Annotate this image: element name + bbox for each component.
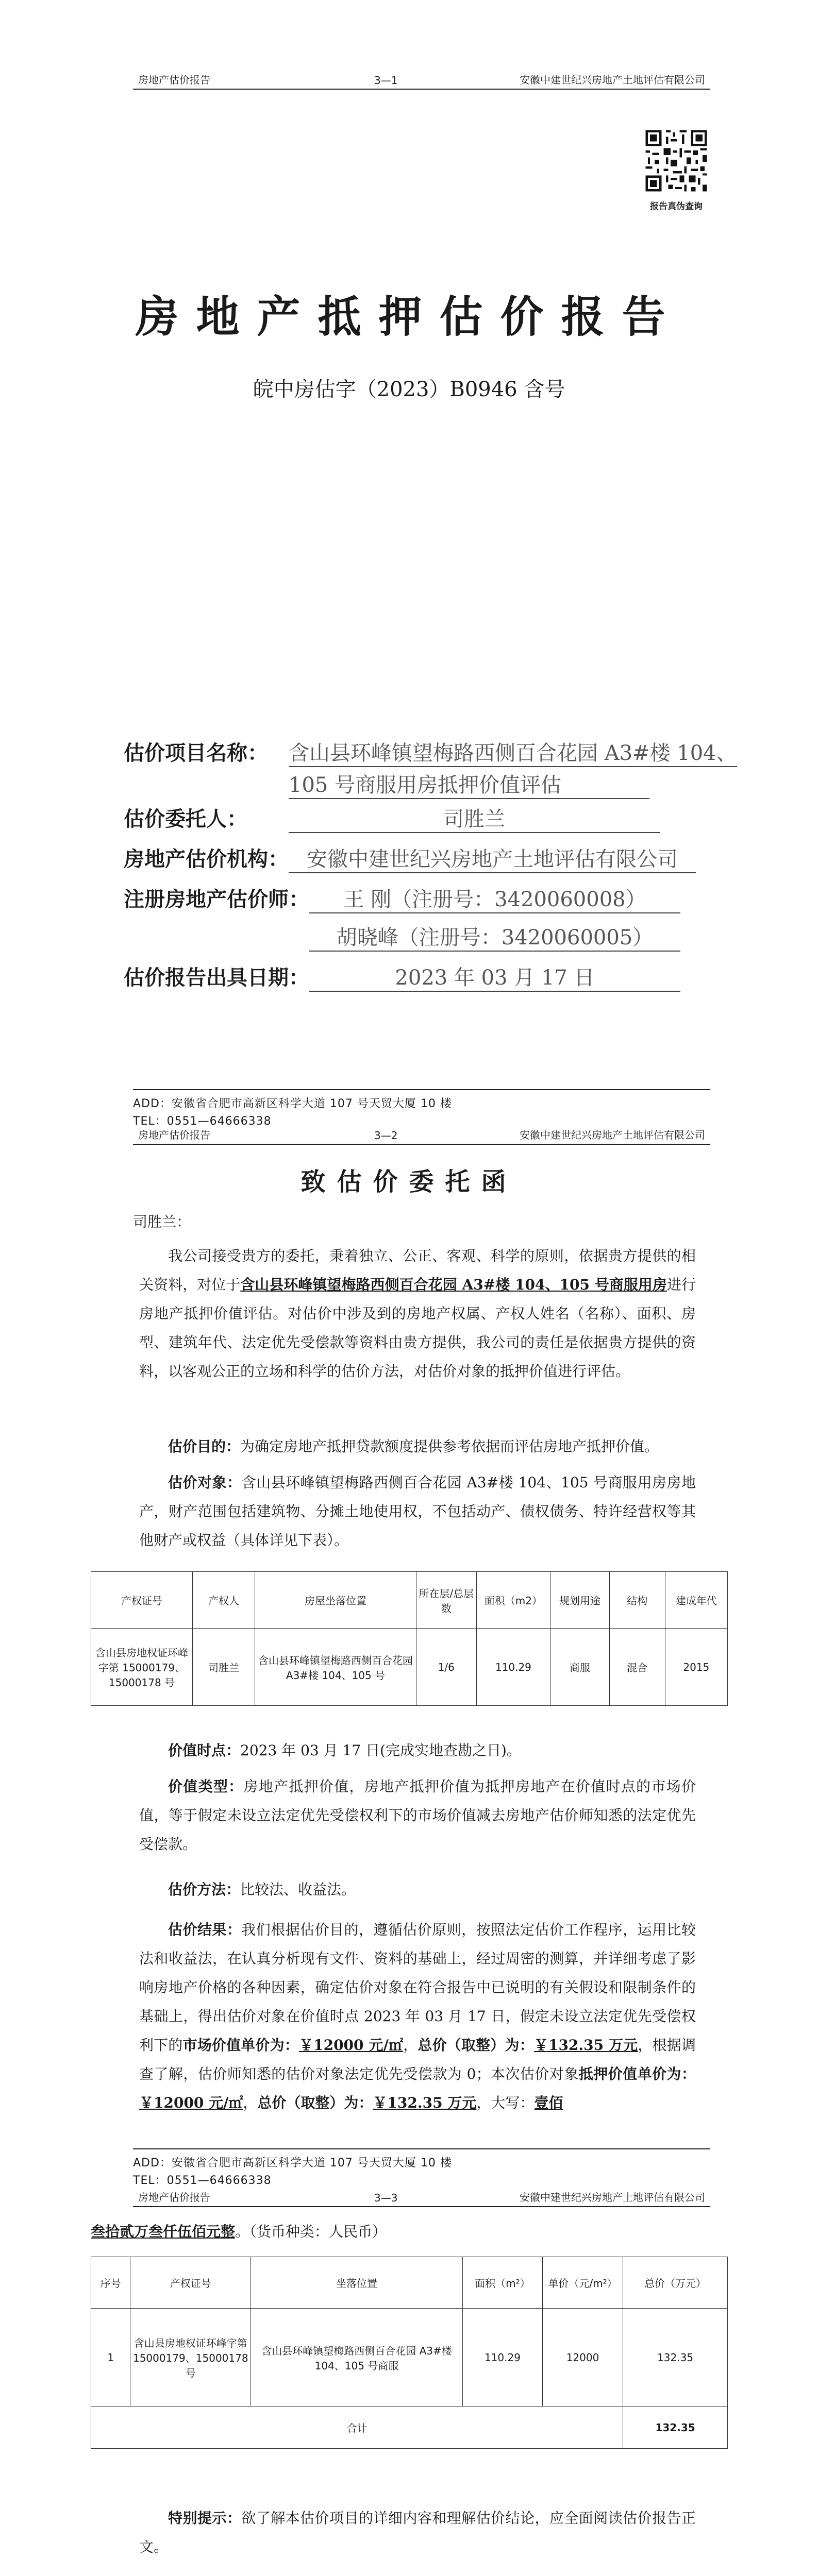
market-total-label: 总价（取整）为： [418, 2037, 534, 2054]
method-text: 比较法、收益法。 [240, 1881, 356, 1898]
table-cell: 含山县房地权证环峰字第 15000179、15000178 号 [130, 2309, 251, 2406]
method-label: 估价方法： [168, 1881, 241, 1898]
note-paragraph [139, 2504, 696, 2562]
footer-tel: TEL：0551—64666338 [133, 2174, 272, 2187]
table-cell: 司胜兰 [192, 1629, 255, 1706]
table-cell: 110.29 [462, 2309, 542, 2406]
result-label: 估价结果： [168, 1921, 242, 1938]
table-header: 产权证号 [91, 1572, 193, 1629]
property-table [91, 1571, 728, 1706]
method-paragraph [139, 1875, 696, 1904]
header-page-number: 3—2 [374, 1129, 398, 1142]
table-header: 所在层/总层数 [416, 1572, 476, 1629]
currency-note: 。（货币种类：人民币） [235, 2223, 387, 2240]
table-cell: 1/6 [416, 1629, 476, 1706]
table-cell: 混合 [609, 1629, 665, 1706]
market-price-label: 市场价值单价为： [182, 2037, 299, 2054]
footer-address: ADD：安徽省合肥市高新区科学大道 107 号天贸大厦 10 楼 [133, 2157, 452, 2170]
table-cell: 132.35 [623, 2309, 728, 2406]
salutation: 司胜兰： [133, 1213, 191, 1230]
capital-paragraph [91, 2221, 387, 2241]
footer-address: ADD：安徽省合肥市高新区科学大道 107 号天贸大厦 10 楼 [133, 1097, 452, 1110]
value-date-paragraph [139, 1736, 696, 1765]
page-header [133, 2190, 710, 2207]
table-row [91, 1629, 728, 1706]
value-type-paragraph [139, 1772, 696, 1859]
mortgage-total-label: 总价（取整）为： [257, 2094, 373, 2111]
report-date-label: 估价报告出具日期： [124, 965, 309, 990]
object-text: 含山县环峰镇望梅路西侧百合花园 A3#楼 104、105 号商服用房房地产，财产范围包括建筑物、分摊土地使用权，不包括动产、债权债务、特许经营权等其他财产或权益（具体详见下表）。 [139, 1474, 696, 1549]
purpose-text: 为确定房地产抵押贷款额度提供参考依据而评估房地产抵押价值。 [240, 1438, 659, 1455]
table-header: 产权人 [192, 1572, 255, 1629]
table-header: 规划用途 [550, 1572, 610, 1629]
table-header-row [91, 1572, 728, 1629]
table-header: 面积（m²） [462, 2257, 542, 2309]
note-text: 欲了解本估价项目的详细内容和理解估价结论，应全面阅读估价报告正文。 [139, 2510, 696, 2555]
table-total-label: 合计 [91, 2406, 623, 2449]
value-type-text: 房地产抵押价值，房地产抵押价值为抵押房地产在价值时点的市场价值，等于假定未设立法定优先受偿权利下的市场价值减去房地产估价师知悉的法定优先受偿款。 [139, 1778, 696, 1853]
table-header: 单价（元/m²） [542, 2257, 623, 2309]
client-label: 估价委托人： [124, 807, 247, 831]
table-header: 坐落位置 [251, 2257, 463, 2309]
mortgage-total: ￥132.35 万元 [373, 2094, 477, 2111]
header-right: 安徽中建世纪兴房地产土地评估有限公司 [520, 74, 705, 86]
capital-amount-part-1: 壹佰 [534, 2094, 563, 2111]
agency-value: 安徽中建世纪兴房地产土地评估有限公司 [289, 843, 696, 873]
table-cell: 含山县房地权证环峰字第 15000179、15000178 号 [91, 1629, 193, 1706]
client-value: 司胜兰 [289, 803, 660, 833]
table-row [91, 2309, 728, 2406]
qr-code-icon[interactable] [643, 128, 709, 194]
page-header [133, 1127, 710, 1145]
page-header [133, 72, 710, 90]
table-header: 建成年代 [665, 1572, 727, 1629]
table-cell: 含山县环峰镇望梅路西侧百合花园 A3#楼 104、105 号 [255, 1629, 416, 1706]
intro-paragraph [139, 1242, 696, 1386]
table-header: 房屋坐落位置 [255, 1572, 416, 1629]
table-header: 序号 [91, 2257, 130, 2309]
page-footer [133, 2148, 710, 2190]
header-left: 房地产估价报告 [138, 74, 210, 86]
report-number: 皖中房估字（2023）B0946 含号 [253, 378, 565, 401]
market-total: ￥132.35 万元 [533, 2037, 638, 2054]
table-cell: 含山县环峰镇望梅路西侧百合花园 A3#楼 104、105 号商服 [251, 2309, 463, 2406]
letter-title: 致估价委托函 [301, 1167, 517, 1196]
header-page-number: 3—1 [374, 74, 398, 87]
table-header: 结构 [609, 1572, 665, 1629]
table-header: 面积（m2） [476, 1572, 550, 1629]
intro-text-b: 进行房地产抵押价值评估。对估价中涉及到的房地产权属、产权人姓名（名称）、面积、房型、建筑年代、法定优先受偿款等资料由贵方提供，我公司的责任是依据贵方提供的资料，以客观公正的立场和科学的估价方法，对估价对象的抵押价值进行评估。 [139, 1276, 696, 1380]
table-header: 总价（万元） [623, 2257, 728, 2309]
page-footer [133, 1089, 710, 1130]
capital-lead: 大写： [491, 2094, 535, 2111]
appraiser-label: 注册房地产估价师： [124, 887, 309, 911]
appraiser-1: 王 刚（注册号：3420060008） [309, 883, 680, 913]
result-text-1: 我们根据估价目的，遵循估价原则，按照法定估价工作程序，运用比较法和收益法，在认真分析现有文件、资料的基础上，经过周密的测算，并详细考虑了影响房地产价格的各种因素，确定估价对象在符合报告中已说明的有关假设和限制条件的基础上，得出估价对象在价值时点 2023 年 03 月 17 日，假定未设立法定优先受偿权利下的 [139, 1921, 696, 2054]
header-left: 房地产估价报告 [138, 2191, 210, 2204]
market-price: ￥12000 元/㎡ [298, 2037, 404, 2054]
result-table [91, 2257, 728, 2449]
footer-tel: TEL：0551—64666338 [133, 1115, 272, 1128]
appraiser-2: 胡晓峰（注册号：3420060005） [309, 921, 680, 952]
result-text-2: ，根据调查了解，估价师知悉的估价对象法定优先受偿款为 0；本次估价对象 [139, 2037, 696, 2082]
project-name-value-2: 105 号商服用房抵押价值评估 [289, 769, 649, 799]
mortgage-price-label: 抵押价值单价为： [578, 2065, 696, 2082]
report-title: 房地产抵押估价报告 [135, 291, 683, 342]
project-name-label: 估价项目名称： [124, 741, 268, 765]
purpose-label: 估价目的： [168, 1438, 241, 1455]
intro-subject: 含山县环峰镇望梅路西侧百合花园 A3#楼 104、105 号商服用房 [240, 1276, 667, 1293]
table-cell: 商服 [550, 1629, 610, 1706]
object-label: 估价对象： [168, 1474, 242, 1491]
table-cell: 110.29 [476, 1629, 550, 1706]
table-cell: 1 [91, 2309, 130, 2406]
header-page-number: 3—3 [374, 2192, 398, 2204]
purpose-paragraph [139, 1432, 696, 1461]
note-label: 特别提示： [168, 2510, 242, 2527]
table-header: 产权证号 [130, 2257, 251, 2309]
result-paragraph: 估价结果：我们根据估价目的，遵循估价原则，按照法定估价工作程序，运用比较法和收益法，在认真分析现有文件、资料的基础上，经过周密的测算，并详细考虑了影响房地产价格的各种因素，确定估价对象在符合报告中已说明的有关假设和限制条件的基础上，得出估价对象在价值时点 2023 年 03 月 17 日，假定未设立法定优先受偿权利下的市场价值单价为：￥12000 元/㎡，总价（取整）为：￥132.35 万元，根据调查了解，估价师知悉的估价对象法定优先受偿款为 0；本次估价对象抵押价值单价为：￥12000 元/㎡，总价（取整）为：￥132.35 万元，大写：壹佰 [139, 1921, 696, 2111]
header-right: 安徽中建世纪兴房地产土地评估有限公司 [520, 2191, 705, 2204]
table-cell: 2015 [665, 1629, 727, 1706]
value-date-label: 价值时点： [168, 1742, 241, 1759]
value-date-text: 2023 年 03 月 17 日(完成实地查勘之日)。 [240, 1742, 521, 1759]
header-left: 房地产估价报告 [138, 1129, 210, 1141]
table-total-value: 132.35 [623, 2406, 728, 2449]
table-header-row [91, 2257, 728, 2309]
object-paragraph [139, 1468, 696, 1555]
project-name-value-1: 含山县环峰镇望梅路西侧百合花园 A3#楼 104、 [289, 737, 737, 767]
value-type-label: 价值类型： [168, 1778, 244, 1795]
agency-label: 房地产估价机构： [124, 847, 289, 871]
table-total-row [91, 2406, 728, 2449]
mortgage-price: ￥12000 元/㎡ [139, 2094, 243, 2111]
qr-caption: 报告真伪查询 [650, 201, 703, 212]
capital-amount-part-2: 叁拾贰万叁仟伍佰元整 [91, 2223, 236, 2240]
report-date-value: 2023 年 03 月 17 日 [309, 961, 680, 992]
header-right: 安徽中建世纪兴房地产土地评估有限公司 [520, 1129, 705, 1141]
table-cell: 12000 [542, 2309, 623, 2406]
intro-text-a: 我公司接受贵方的委托，秉着独立、公正、客观、科学的原则，依据贵方提供的相关资料，对位于 [139, 1247, 696, 1293]
